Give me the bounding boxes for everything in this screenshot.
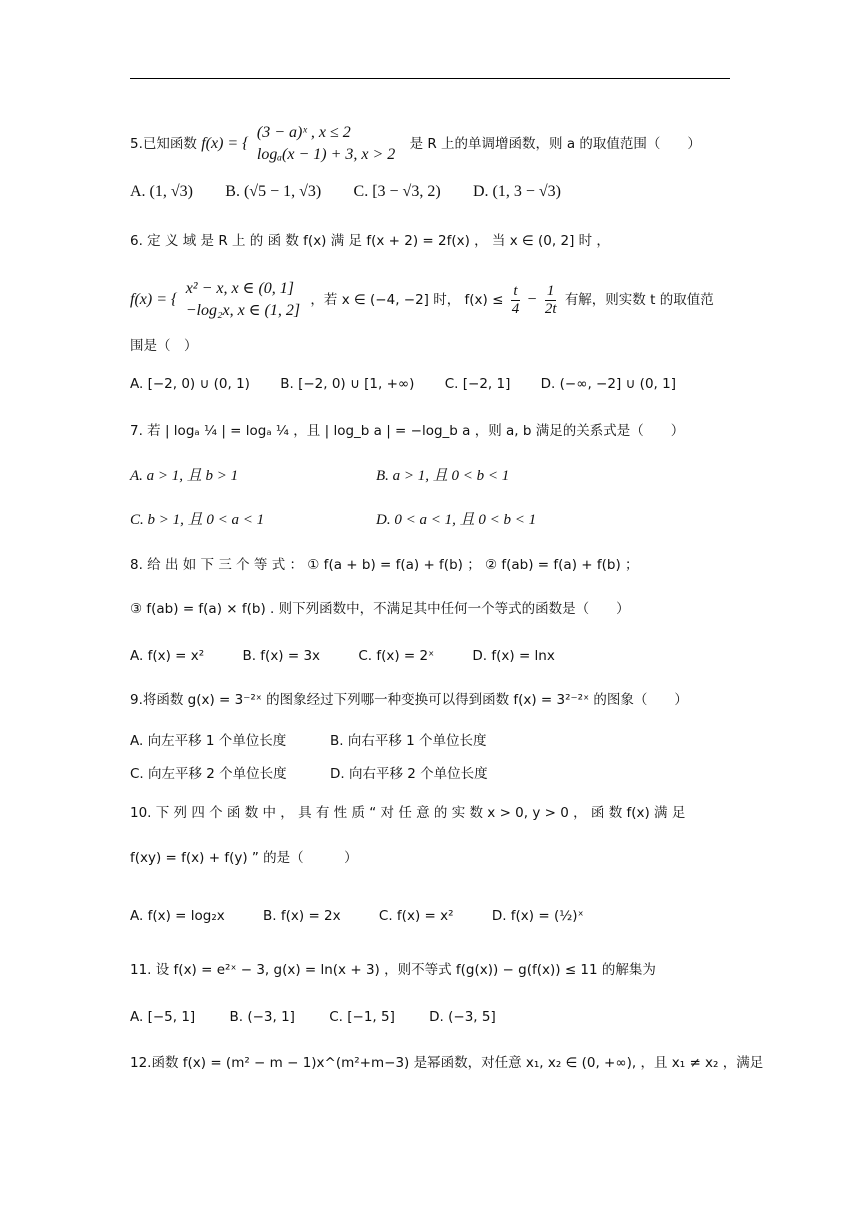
q6-minus: − [527, 291, 537, 308]
q5-option-b: B. (√5 − 1, √3) [225, 183, 322, 200]
question-9-stem: 9.将函数 g(x) = 3⁻²ˣ 的图象经过下列哪一种变换可以得到函数 f(x) = 3²⁻²ˣ 的图象（ ） [130, 692, 688, 708]
question-8-line-1: 8. 给 出 如 下 三 个 等 式 ： ① f(a + b) = f(a) + f(b) ； ② f(ab) = f(a) + f(b) ； [130, 557, 639, 573]
q11-option-a: A. [−5, 1] [130, 1009, 196, 1025]
question-6-options [130, 374, 676, 394]
q8-option-b: B. f(x) = 3x [242, 648, 321, 664]
q6-case-1: x² − x, x ∈ (0, 1] [185, 280, 294, 297]
q9-option-c: C. 向左平移 2 个单位长度 [130, 766, 287, 782]
q11-option-c: C. [−1, 5] [329, 1009, 395, 1025]
q5-case-1: (3 − a)ˣ , x ≤ 2 [256, 124, 351, 141]
question-10-line-1: 10. 下 列 四 个 函 数 中 ， 具 有 性 质 “ 对 任 意 的 实 数 x > 0, y > 0 ， 函 数 f(x) 满 足 [130, 805, 686, 821]
question-5-stem [130, 122, 701, 166]
q5-case-2: logₐ(x − 1) + 3, x > 2 [256, 146, 396, 163]
q7-option-b: B. a > 1, 且 0 < b < 1 [376, 468, 510, 484]
question-11-stem: 11. 设 f(x) = e²ˣ − 3, g(x) = ln(x + 3) ，则不等式 f(g(x)) − g(f(x)) ≤ 11 的解集为 [130, 962, 656, 978]
q11-option-d: D. (−3, 5] [429, 1009, 496, 1025]
q5-stem-pre: 5.已知函数 [130, 136, 197, 152]
q10-option-d: D. f(x) = (½)ˣ [491, 908, 584, 924]
q5-option-c: C. [3 − √3, 2) [353, 183, 441, 200]
q8-option-d: D. f(x) = lnx [472, 648, 555, 664]
q6-frac1-numerator: t [513, 282, 518, 299]
q6-function-lhs: f(x) = { [130, 291, 178, 308]
q6-tail: 有解，则实数 t 的取值范 [564, 292, 714, 308]
q11-option-b: B. (−3, 1] [229, 1009, 295, 1025]
question-6-line-1: 6. 定 义 域 是 R 上 的 函 数 f(x) 满 足 f(x + 2) = 2f(x) ， 当 x ∈ (0, 2] 时 ， [130, 233, 610, 249]
question-10-line-2: f(xy) = f(x) + f(y) ” 的是（ ） [130, 850, 358, 866]
question-8-line-2: ③ f(ab) = f(a) × f(b) . 则下列函数中，不满足其中任何一个等式的函数是（ ） [130, 601, 630, 617]
question-10-options [130, 906, 584, 926]
q8-option-c: C. f(x) = 2ˣ [358, 648, 435, 664]
question-6-line-3: 围是（ ） [130, 338, 198, 354]
q6-case-2: −log₂x, x ∈ (1, 2] [185, 302, 301, 319]
q7-option-a: A. a > 1, 且 b > 1 [130, 468, 239, 484]
question-7-stem: 7. 若 | logₐ ¼ | = logₐ ¼ ，且 | log_b a | = −log_b a ，则 a, b 满足的关系式是（ ） [130, 423, 685, 439]
q5-stem-post: 是 R 上的单调增函数，则 a 的取值范围（ ） [409, 136, 701, 152]
q7-option-d: D. 0 < a < 1, 且 0 < b < 1 [376, 512, 537, 528]
q6-condition: ，若 x ∈ (−4, −2] 时， f(x) ≤ [310, 292, 504, 308]
q6-frac1-denominator: 4 [511, 300, 520, 317]
question-6-line-2 [130, 278, 714, 322]
q10-option-b: B. f(x) = 2x [263, 908, 341, 924]
q10-option-a: A. f(x) = log₂x [130, 908, 225, 924]
q6-fraction-1-over-2t [543, 283, 559, 318]
q9-option-d: D. 向右平移 2 个单位长度 [330, 766, 488, 782]
q5-option-d: D. (1, 3 − √3) [472, 183, 561, 200]
q5-piecewise [257, 122, 395, 166]
q9-option-a: A. 向左平移 1 个单位长度 [130, 733, 287, 749]
q5-option-a: A. (1, √3) [130, 183, 193, 200]
q6-piecewise [186, 278, 300, 322]
q9-option-b: B. 向右平移 1 个单位长度 [330, 733, 487, 749]
question-8-options [130, 646, 555, 666]
q8-option-a: A. f(x) = x² [130, 648, 205, 664]
q6-option-b: B. [−2, 0) ∪ [1, +∞) [280, 376, 415, 392]
q6-option-a: A. [−2, 0) ∪ (0, 1) [130, 376, 250, 392]
question-11-options [130, 1007, 496, 1027]
q5-function-lhs: f(x) = { [201, 135, 249, 152]
question-12-stem: 12.函数 f(x) = (m² − m − 1)x^(m²+m−3) 是幂函数，对任意 x₁, x₂ ∈ (0, +∞), ，且 x₁ ≠ x₂ ，满足 [130, 1055, 764, 1071]
header-rule [130, 78, 730, 79]
question-5-options [130, 182, 589, 202]
q6-frac2-denominator: 2t [544, 300, 557, 317]
q6-option-c: C. [−2, 1] [444, 376, 511, 392]
q6-fraction-t-over-4 [510, 283, 522, 318]
q6-frac2-numerator: 1 [546, 282, 555, 299]
q7-option-c: C. b > 1, 且 0 < a < 1 [130, 512, 265, 528]
q6-option-d: D. (−∞, −2] ∪ (0, 1] [540, 376, 676, 392]
q10-option-c: C. f(x) = x² [378, 908, 454, 924]
